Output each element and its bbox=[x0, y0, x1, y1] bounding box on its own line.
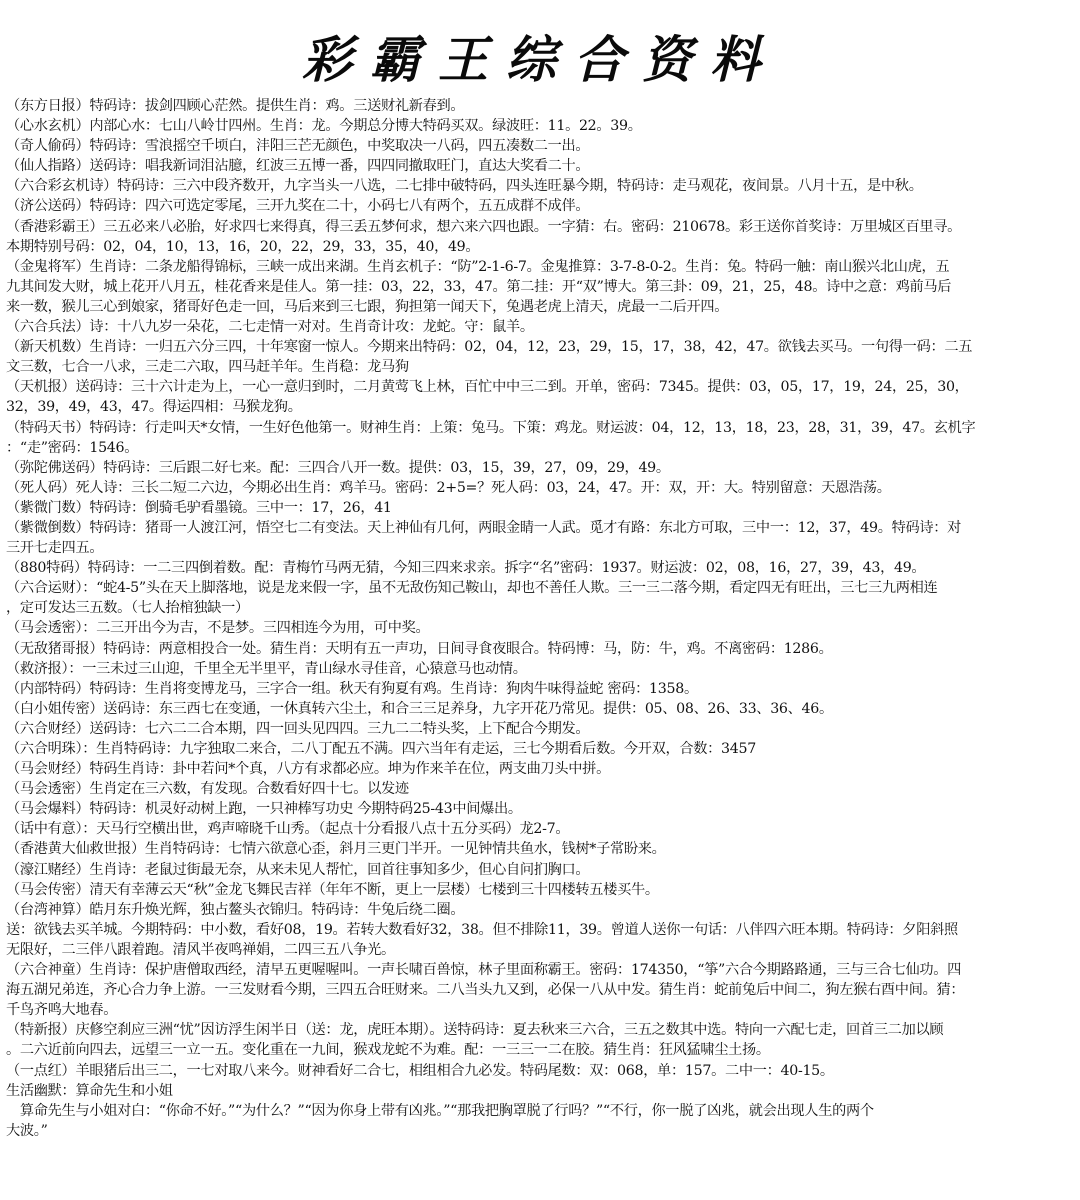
text-line: （六合神童）生肖诗：保护唐僧取西经，清早五更喔喔叫。一声长啸百兽惊，林子里面称霸王。密码：174350，“筝”六合今期路路通，三与三合七仙功。四 bbox=[6, 962, 962, 979]
text-line: （特新报）庆修空刹应三洲“忧”因访浮生闲半日（送：龙，虎旺本期）。送特码诗：夏去秋来三六合，三五之数其中选。特向一六配七走，回首三二加以顾 bbox=[6, 1022, 944, 1039]
text-line: （马会财经）特码生肖诗：卦中若问*个真，八方有求都必应。坤为作来羊在位，两支曲刀头中拼。 bbox=[6, 761, 610, 778]
text-line: （内部特码）特码诗：生肖将变博龙马，三字合一组。秋天有狗夏有鸡。生肖诗：狗肉牛味得益蛇 密码：1358。 bbox=[6, 680, 698, 697]
text-line: 32，39，49，43，47。得运四相：马猴龙狗。 bbox=[6, 399, 302, 416]
text-line: 三开七走四五。 bbox=[6, 540, 104, 557]
text-line: （紫微门数）特码诗：倒骑毛驴看墨镜。三中一：17，26，41 bbox=[6, 499, 392, 516]
text-line: 算命先生与小姐对白：“你命不好。”“为什么？”“因为你身上带有凶兆。”“那我把胸罩脱了行吗？”“不行，你一脱了凶兆，就会出现人生的两个 bbox=[6, 1102, 874, 1119]
text-line: 来一数，猴儿三心到娘家，猪哥好色走一回，马后来到三七跟，狗担第一闻天下，兔遇老虎上清天，虎最一二后开四。 bbox=[6, 298, 729, 315]
text-line: （台湾神算）皓月东升焕光辉，独占鳌头衣锦归。特码诗：牛兔后绕二圈。 bbox=[6, 901, 465, 918]
text-line: 本期特别号码：02，04，10，13，16，20，22，29，33，35，40，49。 bbox=[6, 238, 480, 255]
text-line: （仙人指路）送码诗：唱我新词泪沾臆，红波三五博一番，四四同撤取旺门，直达大奖看二十。 bbox=[6, 158, 590, 175]
text-line: （无敌猪哥报）特码诗：两意相投合一处。猜生肖：天明有五一声功，日间寻食夜眼合。特码博：马，防：牛，鸡。不离密码：1286。 bbox=[6, 640, 833, 657]
text-line: 千鸟齐鸣大地春。 bbox=[6, 1002, 118, 1019]
text-line: （济公送码）特码诗：四六可选定零尾，三开九奖在二十，小码七八有两个，五五成群不成伴。 bbox=[6, 198, 590, 215]
text-line: （话中有意）：天马行空横出世，鸡声啼晓千山秀。（起点十分看报八点十五分买码）龙2-7。 bbox=[6, 821, 570, 838]
text-line: 九其间发大财，城上花开八月五，桂花香来是佳人。第一挂：03，22，33，47。第二挂：开“双”博大。第三卦：09，21，25，48。诗中之意：鸡前马后 bbox=[6, 278, 952, 295]
text-line: （香港彩霸王）三五必来八必胎，好求四七来得真，得三丢五梦何求，想六来六四也跟。一字猜：右。密码：210678。彩王送你首奖诗：万里城区百里寻。 bbox=[6, 218, 962, 235]
text-line: （880特码）特码诗：一二三四倒着数。配：青梅竹马两无猜，今知三四来求亲。拆字“名”密码：1937。财运波：02，08，16，27，39，43，49。 bbox=[6, 560, 926, 577]
text-line: （金鬼将军）生肖诗：二条龙船得锦标，三峡一成出来湖。生肖玄机子：“防”2-1-6-7。金鬼推算：3-7-8-0-2。生肖：兔。特码一触：南山猴兴北山虎，五 bbox=[6, 258, 950, 275]
text-line: （马会传密）清天有幸薄云天“秋”金龙飞舞民吉祥（年年不断，更上一层楼）七楼到三十四楼转五楼买牛。 bbox=[6, 881, 659, 898]
text-line: （马会透密）生肖定在三六数，有发现。合数看好四十七。以发迹 bbox=[6, 781, 409, 798]
text-line: （六合财经）送码诗：七六二二合本期，四一回头见四四。三九二二特头奖，上下配合今期发。 bbox=[6, 720, 590, 737]
text-line: 生活幽默：算命先生和小姐 bbox=[6, 1082, 173, 1099]
text-line: （东方日报）特码诗：拔剑四顾心茫然。提供生肖：鸡。三送财礼新春到。 bbox=[6, 98, 465, 114]
text-line: （六合彩玄机诗）特码诗：三六中段齐数开，九字当头一八选，二七排中破特码，四头连旺暴今期，特码诗：走马观花，夜间景。八月十五，是中秋。 bbox=[6, 178, 923, 195]
text-line: （紫微倒数）特码诗：猪哥一人渡江河，悟空七二有变法。天上神仙有几何，两眼金睛一人武。觅才有路：东北方可取，三中一：12，37，49。特码诗：对 bbox=[6, 519, 962, 536]
text-line: （救济报）：一三未过三山迎，千里全无半里平，青山绿水寻佳音，心猿意马也动情。 bbox=[6, 660, 527, 677]
text-line: 无限好，二三伴八跟着跑。清风半夜鸣禅娟，二四三五八争光。 bbox=[6, 941, 395, 958]
text-line: 。二六近前向四去，远望三一立一五。变化重在一九间，猴戏龙蛇不为难。配：一三三一二在胶。猜生肖：狂风猛啸尘土扬。 bbox=[6, 1042, 770, 1059]
page-title: 彩霸王综合资料 bbox=[302, 31, 778, 89]
text-line: 海五湖兄弟连，齐心合力争上游。一三发财看今期，三四五合旺财来。二八当头九又到，必保一八从中发。猜生肖：蛇前兔后中间二，狗左猴右酉中间。猜： bbox=[6, 982, 965, 999]
text-line: （白小姐传密）送码诗：东三西七在变通，一休真转六尘土，和合三三足养身，九字开花乃常见。提供：05、08、26、33、36、46。 bbox=[6, 700, 833, 717]
text-line: （新天机数）生肖诗：一归五六分三四，十年寒窗一惊人。今期来出特码：02，04，12，23，29，15，17，38，42，47。欲钱去买马。一句得一码：二五 bbox=[6, 339, 973, 356]
text-line: 文三数，七合一八求，三走二六取，四马赶羊年。生肖稳：龙马狗 bbox=[6, 359, 409, 376]
text-line: （濠江赌经）生肖诗：老鼠过街最无奈，从来未见人帮忙，回首往事知多少，但心自问扪胸口。 bbox=[6, 861, 590, 878]
text-line: （六合兵法）诗：十八九岁一朵花，二七走情一对对。生肖奇计攻：龙蛇。守：鼠羊。 bbox=[6, 319, 534, 336]
text-line: （马会爆料）特码诗：机灵好动树上跑，一只神棒写功史 今期特码25-43中间爆出。 bbox=[6, 801, 522, 818]
text-line: 大波。” bbox=[6, 1122, 48, 1139]
text-line: （天机报）送码诗：三十六计走为上，一心一意归到时，二月黄莺飞上林，百忙中中三二到。开单，密码：7345。提供：03，05，17，19，24，25，30， bbox=[6, 379, 969, 396]
text-line: （马会透密）：二三开出今为吉，不是梦。三四相连今为用，可中奖。 bbox=[6, 620, 430, 637]
text-line: （六合明珠）：生肖特码诗：九字独取二来合，二八丁配五不满。四六当年有走运，三七今期看后数。今开双，合数：3457 bbox=[6, 741, 756, 757]
text-line: （心水玄机）内部心水：七山八岭廿四州。生肖：龙。今期总分博大特码买双。绿波旺：11。22。39。 bbox=[6, 118, 642, 135]
text-line: （香港黄大仙救世报）生肖特码诗：七情六欲意心歪，斜月三更门半开。一见钟情共鱼水，钱树*子常盼来。 bbox=[6, 841, 666, 858]
text-line: ，定可发达三五数。（七人抬棺独缺一） bbox=[6, 600, 249, 617]
text-line: （六合运财）：“蛇4-5”头在天上脚落地，说是龙来假一字，虽不无敌伤知己鞍山，却也不善任人欺。三一三二落今期，看定四无有旺出，三七三九两相连 bbox=[6, 580, 938, 597]
text-line: （弥陀佛送码）特码诗：三后跟二好七来。配：三四合八开一数。提供：03，15，39，27，09，29，49。 bbox=[6, 459, 670, 476]
text-line: （特码天书）特码诗：行走叫天*女情，一生好色他第一。财神生肖：上策：兔马。下策：鸡龙。财运波：04，12，13，18，23，28，31，39，47。玄机字 bbox=[6, 419, 976, 436]
article-body bbox=[6, 96, 1074, 1141]
text-line: （一点红）羊眼猪后出三二，一七对取八来今。财神看好二合七，相组相合九必发。特码尾数：双：068，单：157。二中一：40-15。 bbox=[6, 1062, 834, 1079]
text-line: ：“走”密码：1546。 bbox=[6, 439, 139, 456]
text-line: 送：欲钱去买羊城。今期特码：中小数，看好08，19。若转大数看好32，38。但不排除11，39。曾道人送你一句话：八伴四六旺本期。特码诗：夕阳斜照 bbox=[6, 921, 958, 938]
text-line: （死人码）死人诗：三长二短二六边，今期必出生肖：鸡羊马。密码：2+5=？死人码：03，24，47。开：双，开：大。特别留意：天恩浩荡。 bbox=[6, 479, 891, 496]
text-line: （奇人偷码）特码诗：雪浪摇空千顷白，沣阳三芒无颜色，中奖取决一八码，四五凑数二一出。 bbox=[6, 138, 590, 155]
